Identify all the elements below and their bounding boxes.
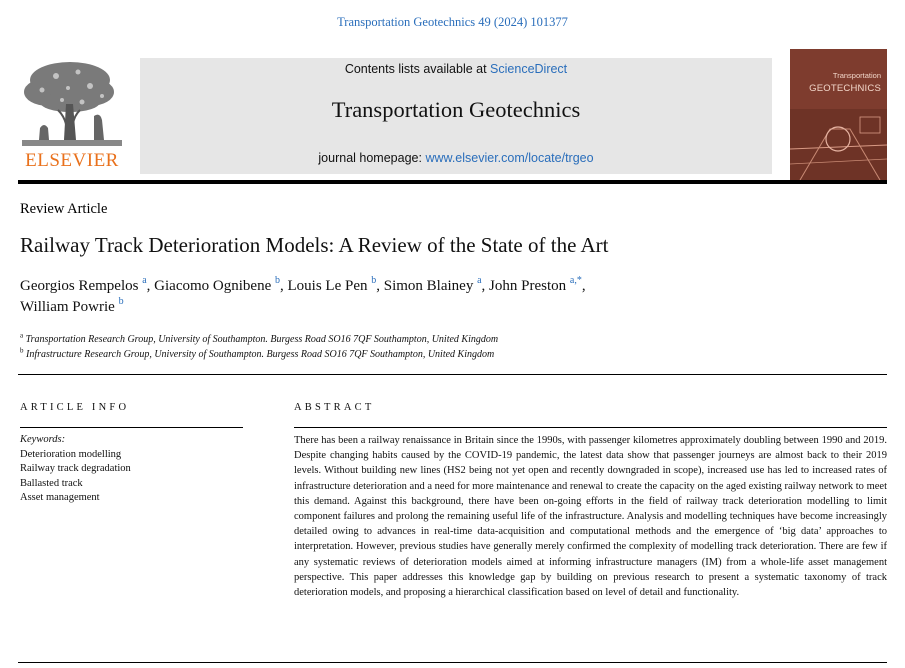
- journal-title: Transportation Geotechnics: [331, 97, 581, 122]
- author[interactable]: Louis Le Pen $^b$: [287, 275, 377, 294]
- author[interactable]: Simon Blainey $^a$: [383, 275, 482, 294]
- keyword: Deterioration modelling: [20, 448, 122, 460]
- keyword: Railway track degradation: [20, 463, 131, 474]
- author[interactable]: William Powrie $^b$: [20, 296, 124, 315]
- affiliation-marker[interactable]: b: [371, 275, 377, 286]
- contents-line: [140, 62, 772, 76]
- abstract-rule: [294, 427, 887, 428]
- keywords-label: Keywords:: [20, 434, 66, 445]
- keyword: Ballasted track: [20, 477, 83, 489]
- journal-masthead: [140, 58, 772, 174]
- author[interactable]: John Preston $^{a,*}$: [489, 275, 582, 294]
- journal-homepage-link[interactable]: www.elsevier.com/locate/trgeo: [425, 151, 594, 165]
- affiliation-marker[interactable]: b: [118, 296, 124, 307]
- sciencedirect-link[interactable]: ScienceDirect: [490, 62, 568, 76]
- section-divider: [18, 374, 887, 375]
- affiliation-marker[interactable]: a,*: [569, 275, 582, 286]
- author[interactable]: Giacomo Ognibene $^b$: [154, 275, 280, 294]
- header-divider: [18, 180, 887, 184]
- affiliation-marker[interactable]: b: [274, 275, 280, 286]
- keyword: Asset management: [20, 492, 100, 503]
- abstract-text: There has been a railway renaissance in Britain since the 1990s, with passenger kilometres approximately doubling between 1990 and 2019. Despite changing habits caused by the COVID-19 pandemic, the latest data show that passenger journeys are almost back to their 2019 levels. Without building new lines (HS2 being not yet open and recently downgraded in scope), increased use has led to increased rates of infrastructure deterioration and a need for more maintenance and renewal to create the capacity on the aged existing railway network to meet this demand. Against this background, there have been on-going efforts in the field of railway track deterioration modelling to limit component failures and prolong the remaining useful life of the infrastructure. Analysis and modelling techniques have become increasingly detailed owing to advances in real-time data-acquisition and computational methods and the emergence of ‘big data’ approaches to interpretation. However, previous studies have generally merely confirmed the complexity of modelling track deterioration. There are few if any systematic reviews of deterioration models aimed at informing infrastructure managers (IM) from a whole-life asset management perspective. This paper addresses this knowledge gap by building on previous research to present a systematic taxonomy of track deterioration models, and proposing a hierarchical classification based on level of detail and functionality.: [294, 435, 887, 599]
- abstract-heading: ABSTRACT: [294, 402, 375, 413]
- affiliation-list: [20, 333, 880, 362]
- author[interactable]: Georgios Rempelos $^a$: [20, 275, 147, 294]
- keywords-block: [20, 433, 243, 506]
- affiliation: $^a$ Transportation Research Group, University of Southampton. Burgess Road SO16 7QF Southampton, United Kingdom: [20, 331, 499, 345]
- homepage-line: [140, 151, 772, 165]
- affiliation-marker[interactable]: a: [142, 275, 147, 286]
- author-list: Georgios Rempelos $^a$, Giacomo Ognibene $^b$, Louis Le Pen $^b$, Simon Blainey $^a$, John Preston $^{a,*}$, William Powrie $^b$: [20, 275, 586, 315]
- bottom-divider: [18, 662, 887, 663]
- cover-title-line1: Transportation: [832, 71, 881, 80]
- cover-title-line2: GEOTECHNICS: [809, 83, 881, 94]
- journal-citation[interactable]: Transportation Geotechnics 49 (2024) 101377: [337, 15, 568, 29]
- affiliation-marker[interactable]: a: [477, 275, 482, 286]
- article-info-heading: ARTICLE INFO: [20, 402, 130, 413]
- elsevier-wordmark[interactable]: ELSEVIER: [25, 150, 119, 171]
- article-title: Railway Track Deterioration Models: A Review of the State of the Art: [20, 233, 609, 257]
- homepage-prefix: journal homepage:: [318, 151, 426, 165]
- affiliation: $^b$ Infrastructure Research Group, University of Southampton. Burgess Road SO16 7QF Southampton, United Kingdom: [20, 346, 495, 360]
- article-type: Review Article: [20, 201, 108, 217]
- cover-artwork: [790, 109, 887, 180]
- contents-prefix: Contents lists available at: [344, 62, 491, 76]
- journal-cover[interactable]: [790, 49, 887, 180]
- article-info-rule: [20, 427, 243, 428]
